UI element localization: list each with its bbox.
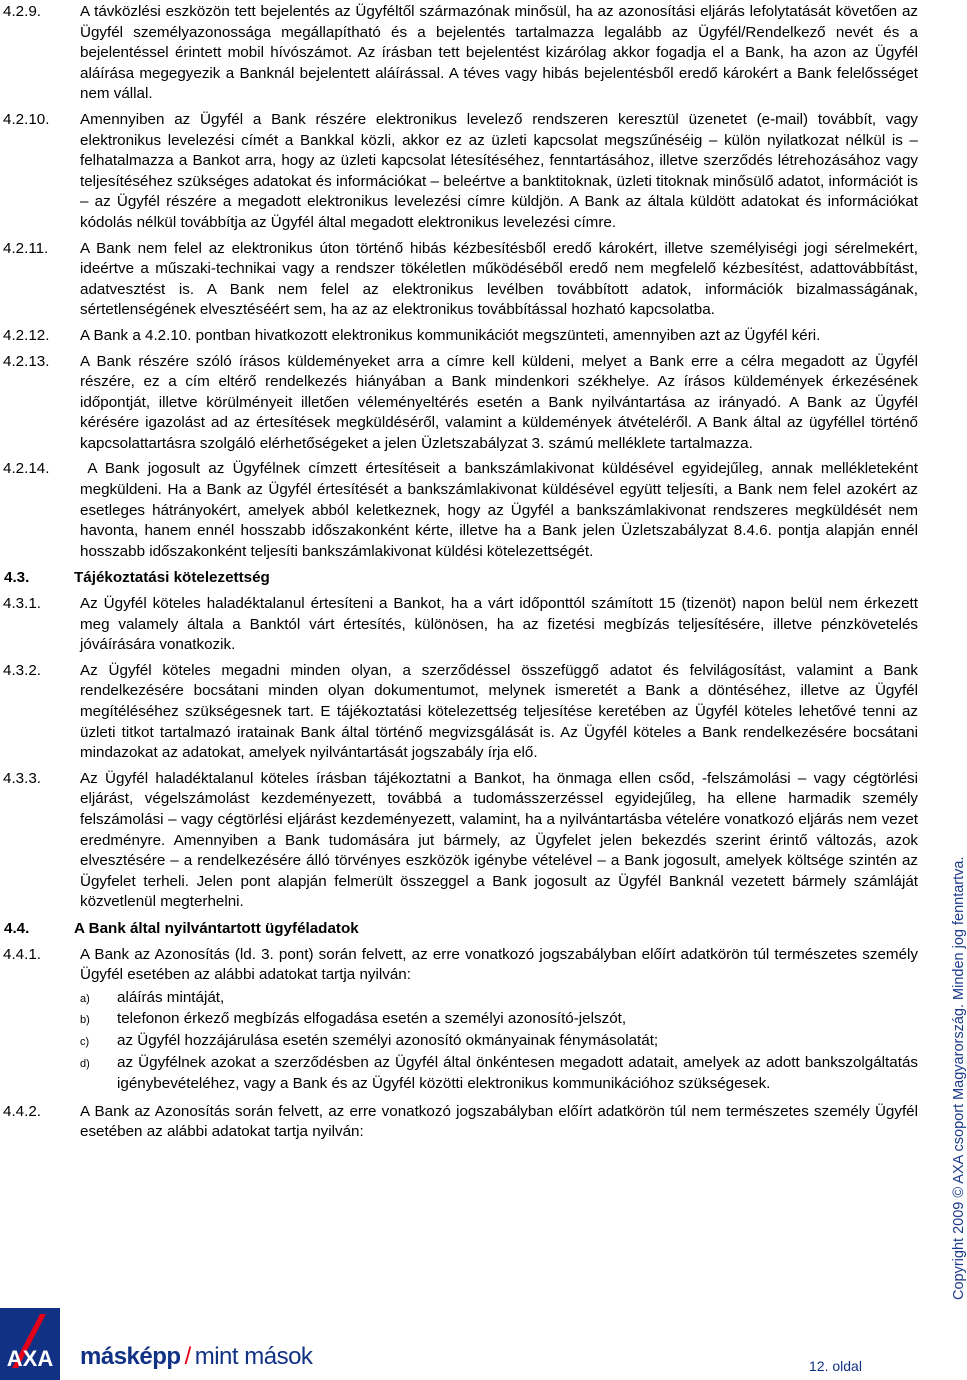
list-item-letter: b) — [80, 1014, 90, 1027]
paragraph-text: A Bank az Azonosítás során felvett, az erre vonatkozó jogszabályban előírt adatkörön túl nem természetes személy Ügyfél esetében az alábbi adatokat tartja nyilván: — [80, 1102, 918, 1141]
paragraph-number: 4.3.1. — [3, 595, 41, 613]
section-title: A Bank által nyilvántartott ügyféladatok — [74, 919, 359, 937]
paragraph-text: Amennyiben az Ügyfél a Bank részére elektronikus levelező rendszeren keresztül üzenetet (e-mail) továbbít, vagy elektronikus levelezési címét a Bankkal közli, akkor ez az üzleti kapcsolat megszűnéséig – külön nyilatkozat nélkül is – felhatalmazza a Bankot arra, hogy az üzleti kapcsolat létesítéséhez, fenntartásához, illetve szerződés létrehozásához vagy teljesítéséhez szükséges adatokat és információkat – beleértve a banktitoknak, üzleti titoknak minősülő adatot, információt is – az Ügyfél részére a megadott elektronikus levelezési címre küldjön. A Bank az általa küldött adatokat és információkat kódolás nélkül továbbítja az Ügyfél által megadott elektronikus levelezési címre. — [80, 110, 918, 231]
paragraph-4-2-12 — [3, 326, 918, 347]
list-item — [80, 1009, 918, 1031]
paragraph-number: 4.2.12. — [3, 326, 50, 344]
paragraph-text: A Bank nem felel az elektronikus úton történő hibás kézbesítésből eredő károkért, illetve személyiségi jogi sérelmekért, ideértve a műszaki-technikai vagy a rendszer tökéletlen működéséből eredő nem megfelelő kézbesítést, adattovábbítást, adatvesztést is. A Bank nem felel az elektronikus levélben továbbított adatok, információk bizalmasságának, sértetlenségének elvesztéséért sem, ha az az elektronikus továbbítással hozható kapcsolatba. — [80, 239, 918, 319]
paragraph-number: 4.2.14. — [3, 460, 50, 478]
slogan-slash: / — [184, 1343, 191, 1370]
list-item-text: telefonon érkező megbízás elfogadása esetén a személyi azonosító-jelszót, — [117, 1010, 627, 1028]
slogan-bold: másképp — [80, 1343, 181, 1370]
section-heading-4-3 — [4, 568, 918, 589]
paragraph-4-4-1 — [3, 945, 918, 986]
axa-logo-text: AXA — [6, 1346, 54, 1371]
axa-logo — [0, 1308, 60, 1380]
paragraph-text: A Bank részére szóló írásos küldeményeket arra a címre kell küldeni, melyet a Bank erre a célra megadott az Ügyfél részére, ez a cím eltérő rendelkezés hiányában a Bank mindenkori székhelye. Az írásos küldemények érkezésének időpontját, illetve körülményeit illetően véleményeltérés esetén a Bank nyilvántartása az irányadó. A Bank az Ügyfél kérésére igazolást ad az értesítések megküldéséről, valamint a küldemények átvételéről. A Bank által az ügyféllel történő kapcsolattartásra szolgáló elérhetőségeket a jelen Üzletszabályzat 3. számú melléklete tartalmazza. — [80, 352, 918, 452]
slogan — [80, 1343, 312, 1371]
paragraph-4-4-2 — [3, 1102, 918, 1143]
paragraph-number: 4.2.13. — [3, 352, 50, 370]
paragraph-number: 4.2.10. — [3, 110, 50, 128]
page-number: 12. oldal — [809, 1358, 862, 1374]
section-number: 4.3. — [4, 569, 30, 587]
paragraph-4-3-2 — [3, 661, 918, 764]
paragraph-number: 4.4.2. — [3, 1102, 41, 1120]
list-item-text: az Ügyfélnek azokat a szerződésben az Ügyfél által önkéntesen megadott adatait, amelyek az adott bankszolgáltatás igénybevételéhez, vagy a Bank és az Ügyfél közötti elektronikus kommunikációhoz szükségesek. — [117, 1053, 918, 1093]
page-footer — [0, 1300, 960, 1380]
paragraph-text: A Bank jogosult az Ügyfélnek címzett értesítéseit a bankszámlakivonat küldésével egyidejűleg, annak mellékleteként megküldeni. Ha a Bank az Ügyfél értesítését a bankszámlakivonat küldésével együtt teljesíti, a Bank nem felel azokért az esetleges hátrányokért, amelyek abból keletkeznek, hogy az Ügyfél a bankszámlakivonat rendszeres megküldését nem havonta, hanem ennél hosszabb időszakonként kérte, illetve ha a Bank jelen Üzletszabályzat 8.4.6. pontja alapján ennél hosszabb időszakonként teljesíti bankszámlakivonat küldési kötelezettségét. — [80, 460, 918, 560]
paragraph-number: 4.2.9. — [3, 3, 41, 20]
paragraph-text: A Bank a 4.2.10. pontban hivatkozott elektronikus kommunikációt megszünteti, amennyiben azt az Ügyfél kéri. — [80, 326, 821, 344]
slogan-rest: mint mások — [194, 1343, 313, 1370]
list-item-letter: a) — [80, 992, 90, 1005]
paragraph-4-3-3 — [3, 769, 918, 913]
list-item-text: az Ügyfél hozzájárulása esetén személyi azonosító okmányainak fénymásolatát; — [117, 1031, 659, 1049]
list-4-4-1 — [0, 988, 918, 1095]
paragraph-number: 4.4.1. — [3, 945, 41, 963]
paragraph-number: 4.3.2. — [3, 661, 41, 679]
paragraph-4-2-9 — [3, 2, 918, 105]
paragraph-text: Az Ügyfél köteles haladéktalanul értesíteni a Bankot, ha a várt időponttól számított 15 (tizenöt) napon belül nem érkezett meg valamely általa a Banktól várt értesítés, különösen, ha az fizetési megbízás teljesítésére, illetve pénzkövetelés jóváírására vonatkozik. — [80, 595, 918, 654]
paragraph-text: Az Ügyfél haladéktalanul köteles írásban tájékoztatni a Bankot, ha önmaga ellen csőd, -felszámolási – vagy cégtörlési eljárást, végelszámolást kezdeményezett, továbbá a tudomásszerzéssel egyidejűleg, ha ellene harmadik személy felszámolási – vagy cégtörlési eljárást kezdeményezett, valamint, ha a nyilvántartásba vételére vonatkozó eljárás nem vezet eredményre. Amennyiben a Bank tudomására jut bármely, az Ügyfelet jelen bekezdés szerint érintő változás, azok elvesztésére – a rendelkezésére álló törvényes eszközök igénybe vételével – a Bank jogosult, amelyek költsége szintén az Ügyfelet terheli. Jelen pont alapján felmerült összeggel a Bank jogosult az Ügyfél Banknál vezetett bármely számláját közvetlenül megterhelni. — [80, 769, 918, 911]
paragraph-4-2-11 — [3, 239, 918, 321]
list-item — [80, 988, 918, 1010]
paragraph-4-2-10 — [3, 110, 918, 234]
list-item — [80, 1053, 918, 1095]
copyright-notice: Copyright 2009 © AXA csoport Magyarország. Minden jog fenntartva. — [951, 856, 967, 1300]
paragraph-4-2-13 — [3, 352, 918, 455]
paragraph-number: 4.2.11. — [3, 239, 49, 257]
list-item — [80, 1031, 918, 1053]
paragraph-number: 4.3.3. — [3, 769, 41, 787]
list-item-text: aláírás mintáját, — [117, 988, 225, 1006]
list-item-letter: d) — [80, 1057, 90, 1070]
paragraph-4-2-14 — [3, 459, 918, 562]
axa-logo-icon — [0, 1308, 60, 1380]
paragraph-text: A távközlési eszközön tett bejelentés az Ügyféltől származónak minősül, ha az azonosítási eljárás lefolytatását követően az Ügyfél személyazonossága megállapítható és a bejelentés tartalmazza legalább az Ügyfél/Rendelkező nevét és a bejelentéssel érintett mobil hívószámot. Az írásban tett bejelentést kizárólag akkor fogadja el a Bank, ha azon az Ügyfél aláírása megegyezik a Banknál bejelentett aláírással. A téves vagy hibás bejelentésből eredő károkért a Bank felelősséget nem vállal. — [80, 3, 918, 103]
list-item-letter: c) — [80, 1035, 90, 1048]
paragraph-4-3-1 — [3, 594, 918, 656]
section-heading-4-4 — [4, 919, 918, 940]
paragraph-text: Az Ügyfél köteles megadni minden olyan, a szerződéssel összefüggő adatot és felvilágosítást, valamint a Bank rendelkezésére bocsátani minden olyan dokumentumot, melynek ismeretét a Bank a döntéséhez, illetve az Ügyfél megítéléséhez szükségesnek tart. E tájékoztatási kötelezettség teljesítése keretében az Ügyfél köteles lehetővé tenni az üzleti titkot tartalmazó iratainak Bank által történő megvizsgálását is. Az Ügyfél köteles a Bank rendelkezésére bocsátani mindazokat az adatokat, amelyek nyilvántartását jogszabály írja elő. — [80, 661, 918, 762]
section-title: Tájékoztatási kötelezettség — [74, 569, 270, 587]
paragraph-text: A Bank az Azonosítás (ld. 3. pont) során felvett, az erre vonatkozó jogszabályban előírt adatkörön túl természetes személy Ügyfél esetében az alábbi adatokat tartja nyilván: — [80, 945, 918, 984]
section-number: 4.4. — [4, 919, 30, 937]
